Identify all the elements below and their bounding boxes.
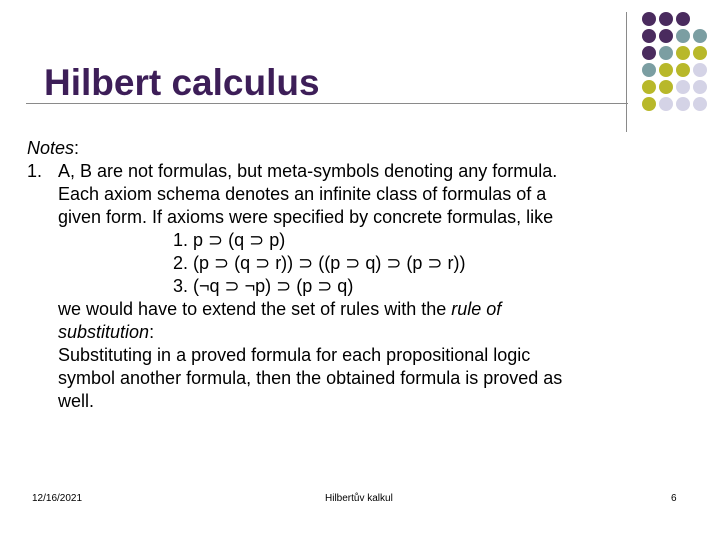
decorative-dot — [676, 29, 690, 43]
body-text: we would have to extend the set of rules with the — [58, 299, 452, 319]
decorative-dot — [676, 63, 690, 77]
body-line: Substituting in a proved formula for each propositional logic — [58, 345, 531, 365]
decorative-dot — [659, 63, 673, 77]
decorative-dot — [693, 97, 707, 111]
decorative-dot — [693, 63, 707, 77]
decorative-dot — [659, 29, 673, 43]
decorative-dot — [659, 80, 673, 94]
decorative-dot — [676, 46, 690, 60]
notes-colon: : — [74, 138, 80, 158]
italic-term: substitution — [58, 322, 150, 342]
formula-line: 2. (p ⊃ (q ⊃ r)) ⊃ ((p ⊃ q) ⊃ (p ⊃ r)) — [173, 253, 466, 273]
body-line — [27, 321, 677, 344]
decorative-dot — [676, 80, 690, 94]
decorative-dot — [676, 12, 690, 26]
title-divider — [26, 103, 628, 104]
footer-page-number: 6 — [671, 493, 677, 504]
decorative-dot — [642, 12, 656, 26]
decorative-dot — [659, 46, 673, 60]
list-item-number: 1. — [27, 161, 43, 181]
decorative-dot — [659, 12, 673, 26]
decorative-dot-grid — [639, 12, 719, 132]
body-text: : — [149, 322, 155, 342]
formula-line: 1. p ⊃ (q ⊃ p) — [173, 230, 286, 250]
decorative-dot — [642, 80, 656, 94]
vertical-divider — [626, 12, 627, 132]
body-line: A, B are not formulas, but meta-symbols denoting any formula. — [58, 161, 558, 181]
notes-label: Notes — [27, 138, 75, 158]
decorative-dot — [693, 29, 707, 43]
notes-heading — [27, 137, 677, 160]
decorative-dot — [642, 29, 656, 43]
decorative-dot — [642, 97, 656, 111]
slide-body — [27, 137, 677, 413]
footer-date: 12/16/2021 — [32, 493, 83, 504]
body-line: Each axiom schema denotes an infinite class of formulas of a — [58, 184, 547, 204]
body-line — [27, 298, 677, 321]
formula-line: 3. (¬q ⊃ ¬p) ⊃ (p ⊃ q) — [173, 276, 354, 296]
decorative-dot — [659, 97, 673, 111]
body-line: well. — [58, 391, 95, 411]
body-line: symbol another formula, then the obtained formula is proved as — [58, 368, 563, 388]
decorative-dot — [693, 80, 707, 94]
decorative-dot — [642, 63, 656, 77]
decorative-dot — [642, 46, 656, 60]
decorative-dot — [693, 46, 707, 60]
slide-title: Hilbert calculus — [44, 62, 320, 103]
footer-title: Hilbertův kalkul — [325, 493, 393, 504]
body-line: given form. If axioms were specified by concrete formulas, like — [58, 207, 554, 227]
italic-term: rule of — [451, 299, 502, 319]
list-item — [27, 160, 677, 183]
decorative-dot — [676, 97, 690, 111]
